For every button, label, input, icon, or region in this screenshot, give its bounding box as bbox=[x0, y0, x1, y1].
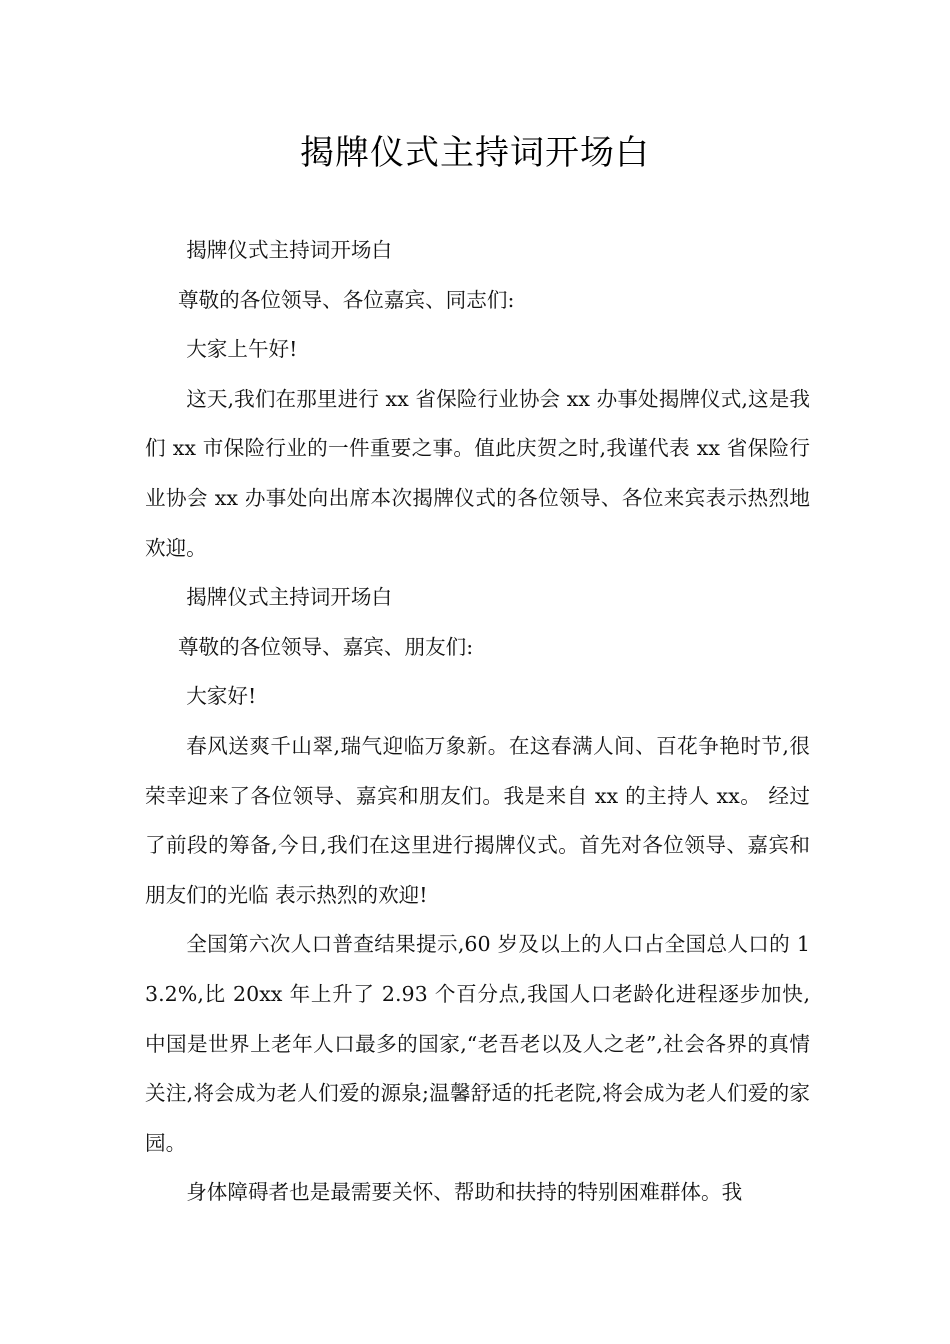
paragraph-heading-2: 揭牌仪式主持词开场白 bbox=[186, 585, 393, 610]
document-title: 揭牌仪式主持词开场白 bbox=[300, 133, 650, 173]
document-body bbox=[145, 226, 810, 1218]
paragraph-salutation-2: 尊敬的各位领导、嘉宾、朋友们: bbox=[177, 634, 474, 659]
paragraph-body-1: 这天,我们在那里进行 xx 省保险行业协会 xx 办事处揭牌仪式,这是我们 xx 市保险行业的一件重要之事。值此庆贺之时,我谨代表 xx 省保险行业协会 xx 办事处向出席本次揭牌仪式的各位领导、各位来宾表示热烈地欢迎。 bbox=[145, 386, 810, 560]
paragraph-greeting-1: 大家上午好! bbox=[186, 337, 298, 362]
paragraph-body-4: 身体障碍者也是最需要关怀、帮助和扶持的特别困难群体。我 bbox=[186, 1180, 743, 1205]
paragraph-heading-1: 揭牌仪式主持词开场白 bbox=[186, 238, 393, 262]
paragraph-body-2: 春风送爽千山翠,瑞气迎临万象新。在这春满人间、百花争艳时节,很荣幸迎来了各位领导、嘉宾和朋友们。我是来自 xx 的主持人 xx。 经过了前段的筹备,今日,我们在这里进行揭牌仪式。首先对各位领导、嘉宾和朋友们的光临 表示热烈的欢迎! bbox=[145, 733, 810, 907]
paragraph-greeting-2: 大家好! bbox=[186, 684, 257, 709]
paragraph-body-3: 全国第六次人口普查结果提示,60 岁及以上的人口占全国总人口的 13.2%,比 20xx 年上升了 2.93 个百分点,我国人口老龄化进程逐步加快,中国是世界上老年人口最多的国家,“老吾老以及人之老”,社会各界的真情关注,将会成为老人们爱的源泉;温馨舒适的托老院,将会成为老人们爱的家园。 bbox=[145, 932, 810, 1155]
paragraph-salutation-1: 尊敬的各位领导、各位嘉宾、同志们: bbox=[177, 287, 515, 312]
